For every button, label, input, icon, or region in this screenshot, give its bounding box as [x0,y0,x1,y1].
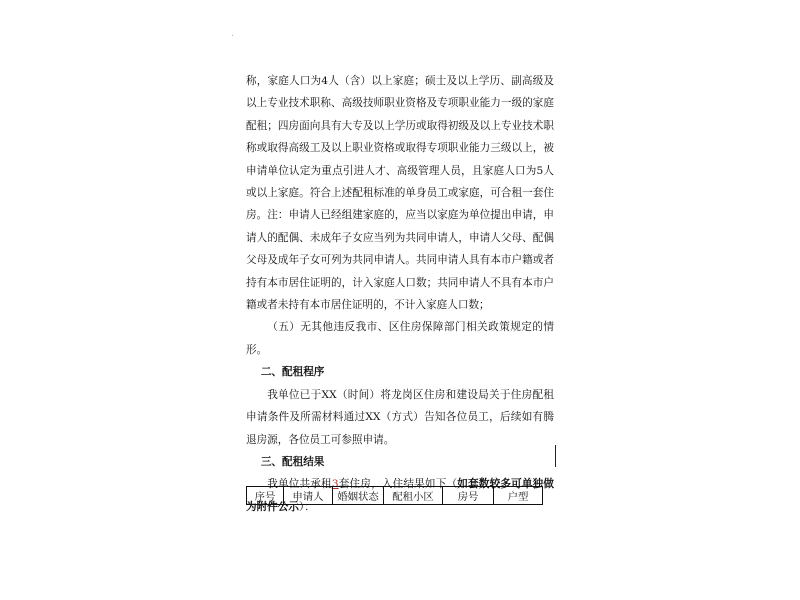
column-header-seq: 序号 [247,487,284,505]
results-text-end: ）： [298,500,315,513]
paragraph-procedure: 我单位已于XX（时间）将龙岗区住房和建设局关于住房配租申请条件及所需材料通过XX（方式）告知各位员工，后续如有腾退房源，各位员工可参照申请。 [246,388,554,446]
paragraph-clause-5: （五）无其他违反我市、区住房保障部门相关政策规定的情形。 [246,321,554,356]
unit-count: 3 [331,478,339,491]
results-text-pre: 我单位共承租 [267,478,332,491]
attachment-note: 如套数较多可单独做为附件公示 [246,478,555,513]
column-header-marital-status: 婚姻状态 [333,487,384,505]
column-header-unit-type: 户型 [494,487,543,505]
column-header-room-number: 房号 [443,487,494,505]
column-header-applicant: 申请人 [284,487,333,505]
allocation-result-table [246,486,543,505]
heading-results: 三、配租结果 [260,455,325,468]
document-body [246,70,554,518]
column-header-community: 配租小区 [384,487,443,505]
text-cursor-mark [555,445,556,467]
paragraph-eligibility: 称，家庭人口为4人（含）以上家庭；硕士及以上学历、副高级及以上专业技术职称、高级技师职业资格及专项职业能力一级的家庭配租；四房面向具有大专及以上学历或取得初级及以上专业技术职称或取得高级工及以上职业资格或取得专项职业能力三级以上，被申请单位认定为重点引进人才、高级管理人员，且家庭人口为5人或以上家庭。符合上述配租标准的单身员工或家庭，可合租一套住房。注：申请人已经组建家庭的，应当以家庭为单位提出申请，申请人的配偶、未成年子女应当列为共同申请人，申请人父母、配偶父母及成年子女可列为共同申请人。共同申请人具有本市户籍或者持有本市居住证明的，计入家庭人口数；共同申请人不具有本市户籍或者未持有本市居住证明的，不计入家庭人口数； [246,75,554,312]
table-header-row [247,487,543,505]
scan-speck [232,35,233,36]
heading-procedure: 二、配租程序 [260,366,325,379]
results-text-post: 套住房，入住结果如下（ [338,478,458,491]
